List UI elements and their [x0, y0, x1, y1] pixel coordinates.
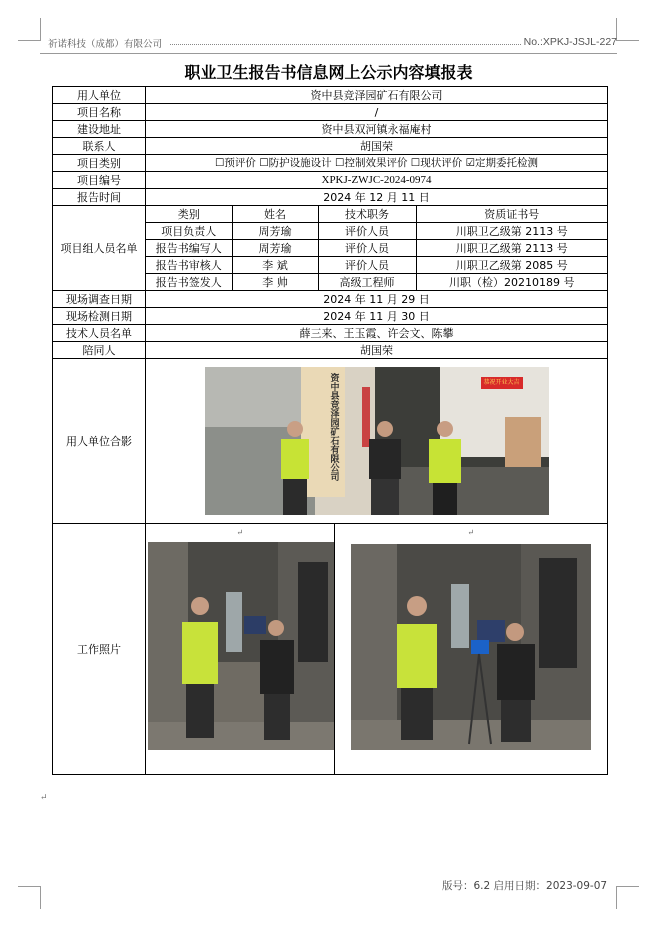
- category-periodic-testing-checkbox[interactable]: ☑定期委托检测: [465, 156, 538, 169]
- team-title: 高级工程师: [318, 274, 416, 291]
- team-role: 报告书签发人: [146, 274, 232, 291]
- corner-mark-bottom-right: [616, 886, 639, 909]
- header-dot-leader: [170, 44, 521, 45]
- row-project-no: [53, 172, 608, 189]
- team-row: [146, 240, 607, 257]
- row-employer: [53, 87, 608, 104]
- team-title: 评价人员: [318, 257, 416, 274]
- group-photo-cell: [146, 359, 608, 524]
- row-detect-date: [53, 308, 608, 325]
- page-title: 职业卫生报告书信息网上公示内容填报表: [184, 63, 473, 82]
- work-photo-cell: [146, 524, 608, 775]
- row-group-photo: [53, 359, 608, 524]
- team-name: 周芳瑜: [232, 223, 318, 240]
- corner-mark-top-left: [18, 18, 41, 41]
- row-project-name: [53, 104, 608, 121]
- team-cert: 川职卫乙级第 2113 号: [416, 223, 607, 240]
- team-cert: 川职（检）20210189 号: [449, 275, 575, 289]
- escort-value: 胡国荣: [146, 342, 608, 359]
- footer-version: 版号：6.2 启用日期：2023-09-07: [442, 880, 608, 892]
- work-photo-table: [146, 524, 607, 774]
- team-table: [146, 206, 607, 290]
- header-rule: [40, 53, 617, 54]
- category-status-assessment-checkbox[interactable]: ☐现状评价: [410, 156, 463, 169]
- category-pre-assessment-checkbox[interactable]: ☐预评价: [215, 156, 256, 169]
- team-header-role: 类别: [146, 206, 232, 223]
- team-table-cell: [146, 206, 608, 291]
- work-photo-left: [148, 542, 334, 750]
- team-role: 项目负责人: [146, 223, 232, 240]
- survey-date-label: 现场调查日期: [53, 291, 146, 308]
- work-photo-right: [351, 544, 591, 750]
- tech-staff-value: 薛三来、王玉霞、许会文、陈攀: [146, 325, 608, 342]
- team-header-name: 姓名: [232, 206, 318, 223]
- work-photo-row: [146, 524, 607, 774]
- team-row: [146, 257, 607, 274]
- team-name: 李 帅: [232, 274, 318, 291]
- row-team: [53, 206, 608, 291]
- work-photo-right-cell: [334, 524, 607, 774]
- category-label: 项目类别: [53, 155, 146, 172]
- team-cert: 川职卫乙级第 2085 号: [416, 257, 607, 274]
- work-photo-left-mark: ↵: [236, 528, 244, 537]
- paragraph-mark: ↵: [40, 792, 48, 802]
- row-survey-date: [53, 291, 608, 308]
- team-header-cert: 资质证书号: [416, 206, 607, 223]
- team-title: 评价人员: [318, 240, 416, 257]
- group-photo-label: 用人单位合影: [53, 359, 146, 524]
- row-escort: [53, 342, 608, 359]
- team-header-row: [146, 206, 607, 223]
- group-photo-sign-text: 资中县竞泽园矿石有限公司: [328, 373, 339, 481]
- project-name-label: 项目名称: [53, 104, 146, 121]
- header-doc-number: No.:XPKJ-JSJL-227: [523, 36, 617, 48]
- group-photo-image: [205, 367, 549, 515]
- group-photo-red-banner: 恭祝开业大吉: [483, 379, 520, 386]
- header-company: 祈诺科技（成都）有限公司: [48, 39, 163, 50]
- work-photo-label: 工作照片: [53, 524, 146, 775]
- row-address: [53, 121, 608, 138]
- employer-value: 资中县竞泽园矿石有限公司: [146, 87, 608, 104]
- escort-label: 陪同人: [53, 342, 146, 359]
- employer-label: 用人单位: [53, 87, 146, 104]
- category-options: [146, 155, 608, 172]
- detect-date-label: 现场检测日期: [53, 308, 146, 325]
- project-no-label: 项目编号: [53, 172, 146, 189]
- category-control-effect-checkbox[interactable]: ☐控制效果评价: [335, 156, 408, 169]
- work-photo-right-image: [351, 544, 591, 750]
- work-photo-left-image: [148, 542, 334, 750]
- team-cert: 川职卫乙级第 2113 号: [416, 240, 607, 257]
- team-role: 报告书编写人: [146, 240, 232, 257]
- row-tech-staff: [53, 325, 608, 342]
- work-photo-left-cell: [146, 524, 334, 774]
- page-header: [48, 36, 617, 52]
- group-photo: [205, 367, 549, 515]
- address-value: 资中县双河镇永福庵村: [146, 121, 608, 138]
- team-name: 李 斌: [232, 257, 318, 274]
- survey-date-value: 2024 年 11 月 29 日: [146, 291, 608, 308]
- row-work-photo: [53, 524, 608, 775]
- team-label: 项目组人员名单: [53, 206, 146, 291]
- project-name-value: /: [146, 104, 608, 121]
- project-no-value: XPKJ-ZWJC-2024-0974: [146, 172, 608, 189]
- team-row: [146, 223, 607, 240]
- category-protection-design-checkbox[interactable]: ☐防护设施设计: [259, 156, 332, 169]
- report-date-value: 2024 年 12 月 11 日: [146, 189, 608, 206]
- report-form-table: [52, 86, 608, 775]
- team-name: 周芳瑜: [232, 240, 318, 257]
- tech-staff-label: 技术人员名单: [53, 325, 146, 342]
- team-row: [146, 274, 607, 291]
- detect-date-value: 2024 年 11 月 30 日: [146, 308, 608, 325]
- team-role: 报告书审核人: [146, 257, 232, 274]
- work-photo-right-mark: ↵: [467, 528, 475, 537]
- report-date-label: 报告时间: [53, 189, 146, 206]
- contact-label: 联系人: [53, 138, 146, 155]
- row-report-date: [53, 189, 608, 206]
- team-title: 评价人员: [318, 223, 416, 240]
- row-contact: [53, 138, 608, 155]
- corner-mark-top-right: [616, 18, 639, 41]
- team-header-title: 技术职务: [318, 206, 416, 223]
- corner-mark-bottom-left: [18, 886, 41, 909]
- row-category: [53, 155, 608, 172]
- address-label: 建设地址: [53, 121, 146, 138]
- contact-value: 胡国荣: [146, 138, 608, 155]
